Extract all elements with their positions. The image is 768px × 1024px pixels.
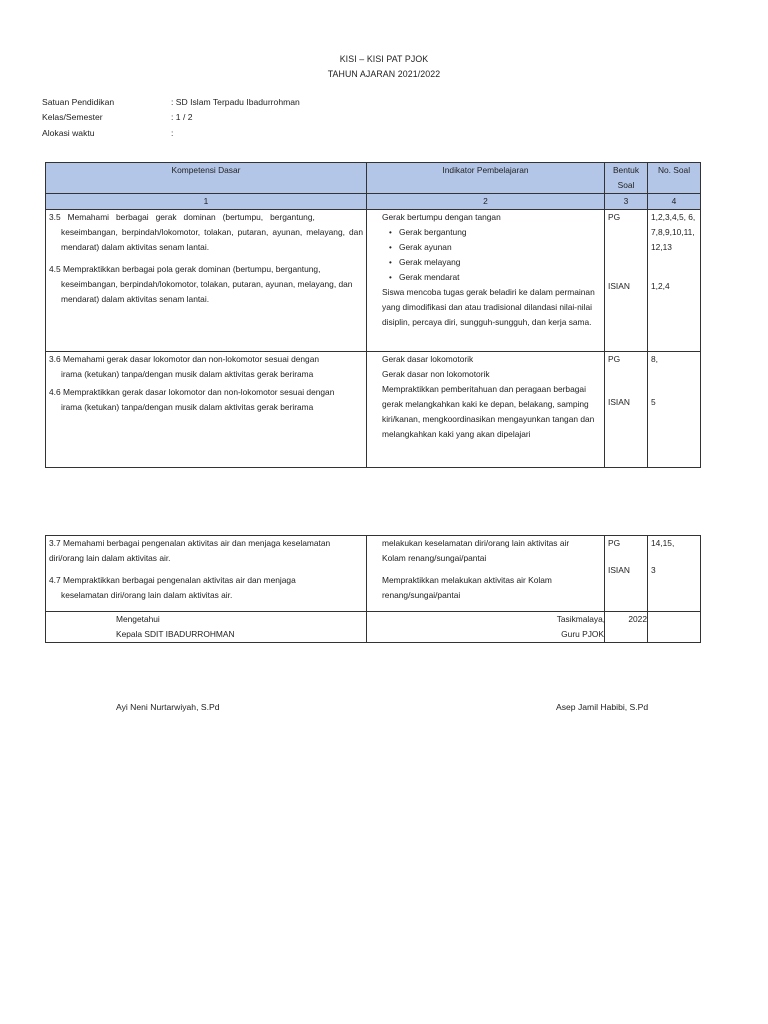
kisi-table xyxy=(45,162,701,468)
bentuk-isian: ISIAN xyxy=(608,397,630,407)
header-indikator: Indikator Pembelajaran xyxy=(367,163,605,194)
document-subtitle: TAHUN AJARAN 2021/2022 xyxy=(327,69,441,79)
signature-row xyxy=(46,612,701,643)
kd-text: 3.7 Memahami berbagai pengenalan aktivitas air dan menjaga keselamatan xyxy=(49,538,331,548)
header-bentuk: Bentuk Soal xyxy=(605,163,648,194)
nosoal-pg: 14,15, xyxy=(651,538,675,548)
kisi-table-continued xyxy=(45,535,701,643)
bentuk-pg: PG xyxy=(608,212,621,222)
kd-text: keseimbangan, berpindah/lokomotor, tolakan, putaran, ayunan, melayang, dan mendarat) dalam aktivitas senam lantai. xyxy=(61,227,363,252)
col-number-1: 1 xyxy=(46,194,367,210)
indikator-cell xyxy=(367,352,605,468)
bentuk-isian: ISIAN xyxy=(608,281,630,291)
info-label-alokasi: Alokasi waktu xyxy=(42,128,95,138)
kd-text: 4.7 Mempraktikkan berbagai pengenalan aktivitas air dan menjaga xyxy=(49,575,296,585)
signature-right-cell xyxy=(367,612,647,643)
col-number-3: 3 xyxy=(605,194,648,210)
signature-kepala: Kepala SDIT IBADURROHMAN xyxy=(116,629,235,639)
nosoal-isian: 5 xyxy=(651,397,656,407)
kd-text: keseimbangan, berpindah/lokomotor, tolakan, putaran, ayunan, melayang, dan mendarat) dalam aktivitas senam lantai. xyxy=(61,279,353,304)
signature-place-date: Tasikmalaya, 2022 xyxy=(556,614,647,624)
kd-text: diri/orang lain dalam aktivitas air. xyxy=(49,553,171,563)
table-row xyxy=(46,536,701,612)
signature-name-right: Asep Jamil Habibi, S.Pd xyxy=(556,702,649,712)
nosoal-cell xyxy=(648,210,701,352)
bentuk-cell xyxy=(605,536,648,612)
kd-text: 3.5 Memahami berbagai gerak dominan (bertumpu, bergantung, xyxy=(49,212,315,222)
signature-left-cell xyxy=(46,612,367,643)
indikator-text: Mempraktikkan melakukan aktivitas air Kolam renang/sungai/pantai xyxy=(382,575,552,600)
info-value-satuan: : SD Islam Terpadu Ibadurrohman xyxy=(171,97,300,107)
kd-text: 4.5 Mempraktikkan berbagai pola gerak dominan (bertumpu, bergantung, xyxy=(49,264,321,274)
nosoal-isian: 1,2,4 xyxy=(651,281,670,291)
indikator-cell xyxy=(367,536,605,612)
signature-mengetahui: Mengetahui xyxy=(116,614,160,624)
col-number-2: 2 xyxy=(367,194,605,210)
indikator-line: melakukan keselamatan diri/orang lain aktivitas air xyxy=(382,538,570,548)
nosoal-pg: 1,2,3,4,5, 6,7,8,9,10,11,12,13 xyxy=(651,212,696,252)
indikator-list xyxy=(382,225,601,285)
info-label-satuan: Satuan Pendidikan xyxy=(42,97,115,107)
info-value-alokasi: : xyxy=(171,128,174,138)
indikator-title: Gerak bertumpu dengan tangan xyxy=(382,212,501,222)
indikator-line: Gerak dasar lokomotorik xyxy=(382,354,474,364)
kd-text: keselamatan diri/orang lain dalam aktivitas air. xyxy=(61,590,233,600)
table-row xyxy=(46,352,701,468)
info-label-kelas: Kelas/Semester xyxy=(42,112,103,122)
bentuk-isian: ISIAN xyxy=(608,565,630,575)
nosoal-cell xyxy=(648,536,701,612)
bentuk-pg: PG xyxy=(608,354,621,364)
indikator-cell xyxy=(367,210,605,352)
nosoal-pg: 8, xyxy=(651,354,658,364)
kd-text: irama (ketukan) tanpa/dengan musik dalam aktivitas gerak berirama xyxy=(61,369,314,379)
bentuk-pg: PG xyxy=(608,538,621,548)
header-kompetensi: Kompetensi Dasar xyxy=(46,163,367,194)
list-item: • Gerak bergantung xyxy=(399,225,601,240)
table-number-row xyxy=(46,194,701,210)
kd-cell xyxy=(46,210,367,352)
header-nosoal: No. Soal xyxy=(648,163,701,194)
list-item: • Gerak mendarat xyxy=(399,270,601,285)
indikator-line: Kolam renang/sungai/pantai xyxy=(382,553,487,563)
list-item: • Gerak melayang xyxy=(399,255,601,270)
bentuk-cell xyxy=(605,210,648,352)
kd-text: 3.6 Memahami gerak dasar lokomotor dan non-lokomotor sesuai dengan xyxy=(49,354,320,364)
document-title: KISI – KISI PAT PJOK xyxy=(339,54,429,64)
kd-cell xyxy=(46,536,367,612)
nosoal-isian: 3 xyxy=(651,565,656,575)
kd-text: irama (ketukan) tanpa/dengan musik dalam aktivitas gerak berirama xyxy=(61,402,314,412)
kd-cell xyxy=(46,352,367,468)
bentuk-cell xyxy=(605,352,648,468)
list-item: • Gerak ayunan xyxy=(399,240,601,255)
nosoal-cell xyxy=(648,352,701,468)
info-value-kelas: : 1 / 2 xyxy=(171,112,193,122)
kd-text: 4.6 Mempraktikkan gerak dasar lokomotor dan non-lokomotor sesuai dengan xyxy=(49,387,335,397)
indikator-text: Siswa mencoba tugas gerak beladiri ke dalam permainan yang dimodifikasi dan atau tradisional dilandasi nilai-nilai disiplin, percaya diri, sungguh-sungguh, dan kerja sama. xyxy=(382,287,595,327)
col-number-4: 4 xyxy=(648,194,701,210)
empty-cell xyxy=(648,612,701,643)
indikator-text: Mempraktikkan pemberitahuan dan peragaan berbagai gerak melangkahkan kaki ke depan, belakang, samping kiri/kanan, mengkoordinasikan mengayunkan tangan dan melangkahkan kaki yang akan dipelajari xyxy=(382,384,595,439)
table-header-row xyxy=(46,163,701,194)
indikator-line: Gerak dasar non lokomotorik xyxy=(382,369,490,379)
signature-name-left: Ayi Neni Nurtarwiyah, S.Pd xyxy=(116,702,220,712)
signature-guru: Guru PJOK xyxy=(561,629,604,639)
table-row xyxy=(46,210,701,352)
